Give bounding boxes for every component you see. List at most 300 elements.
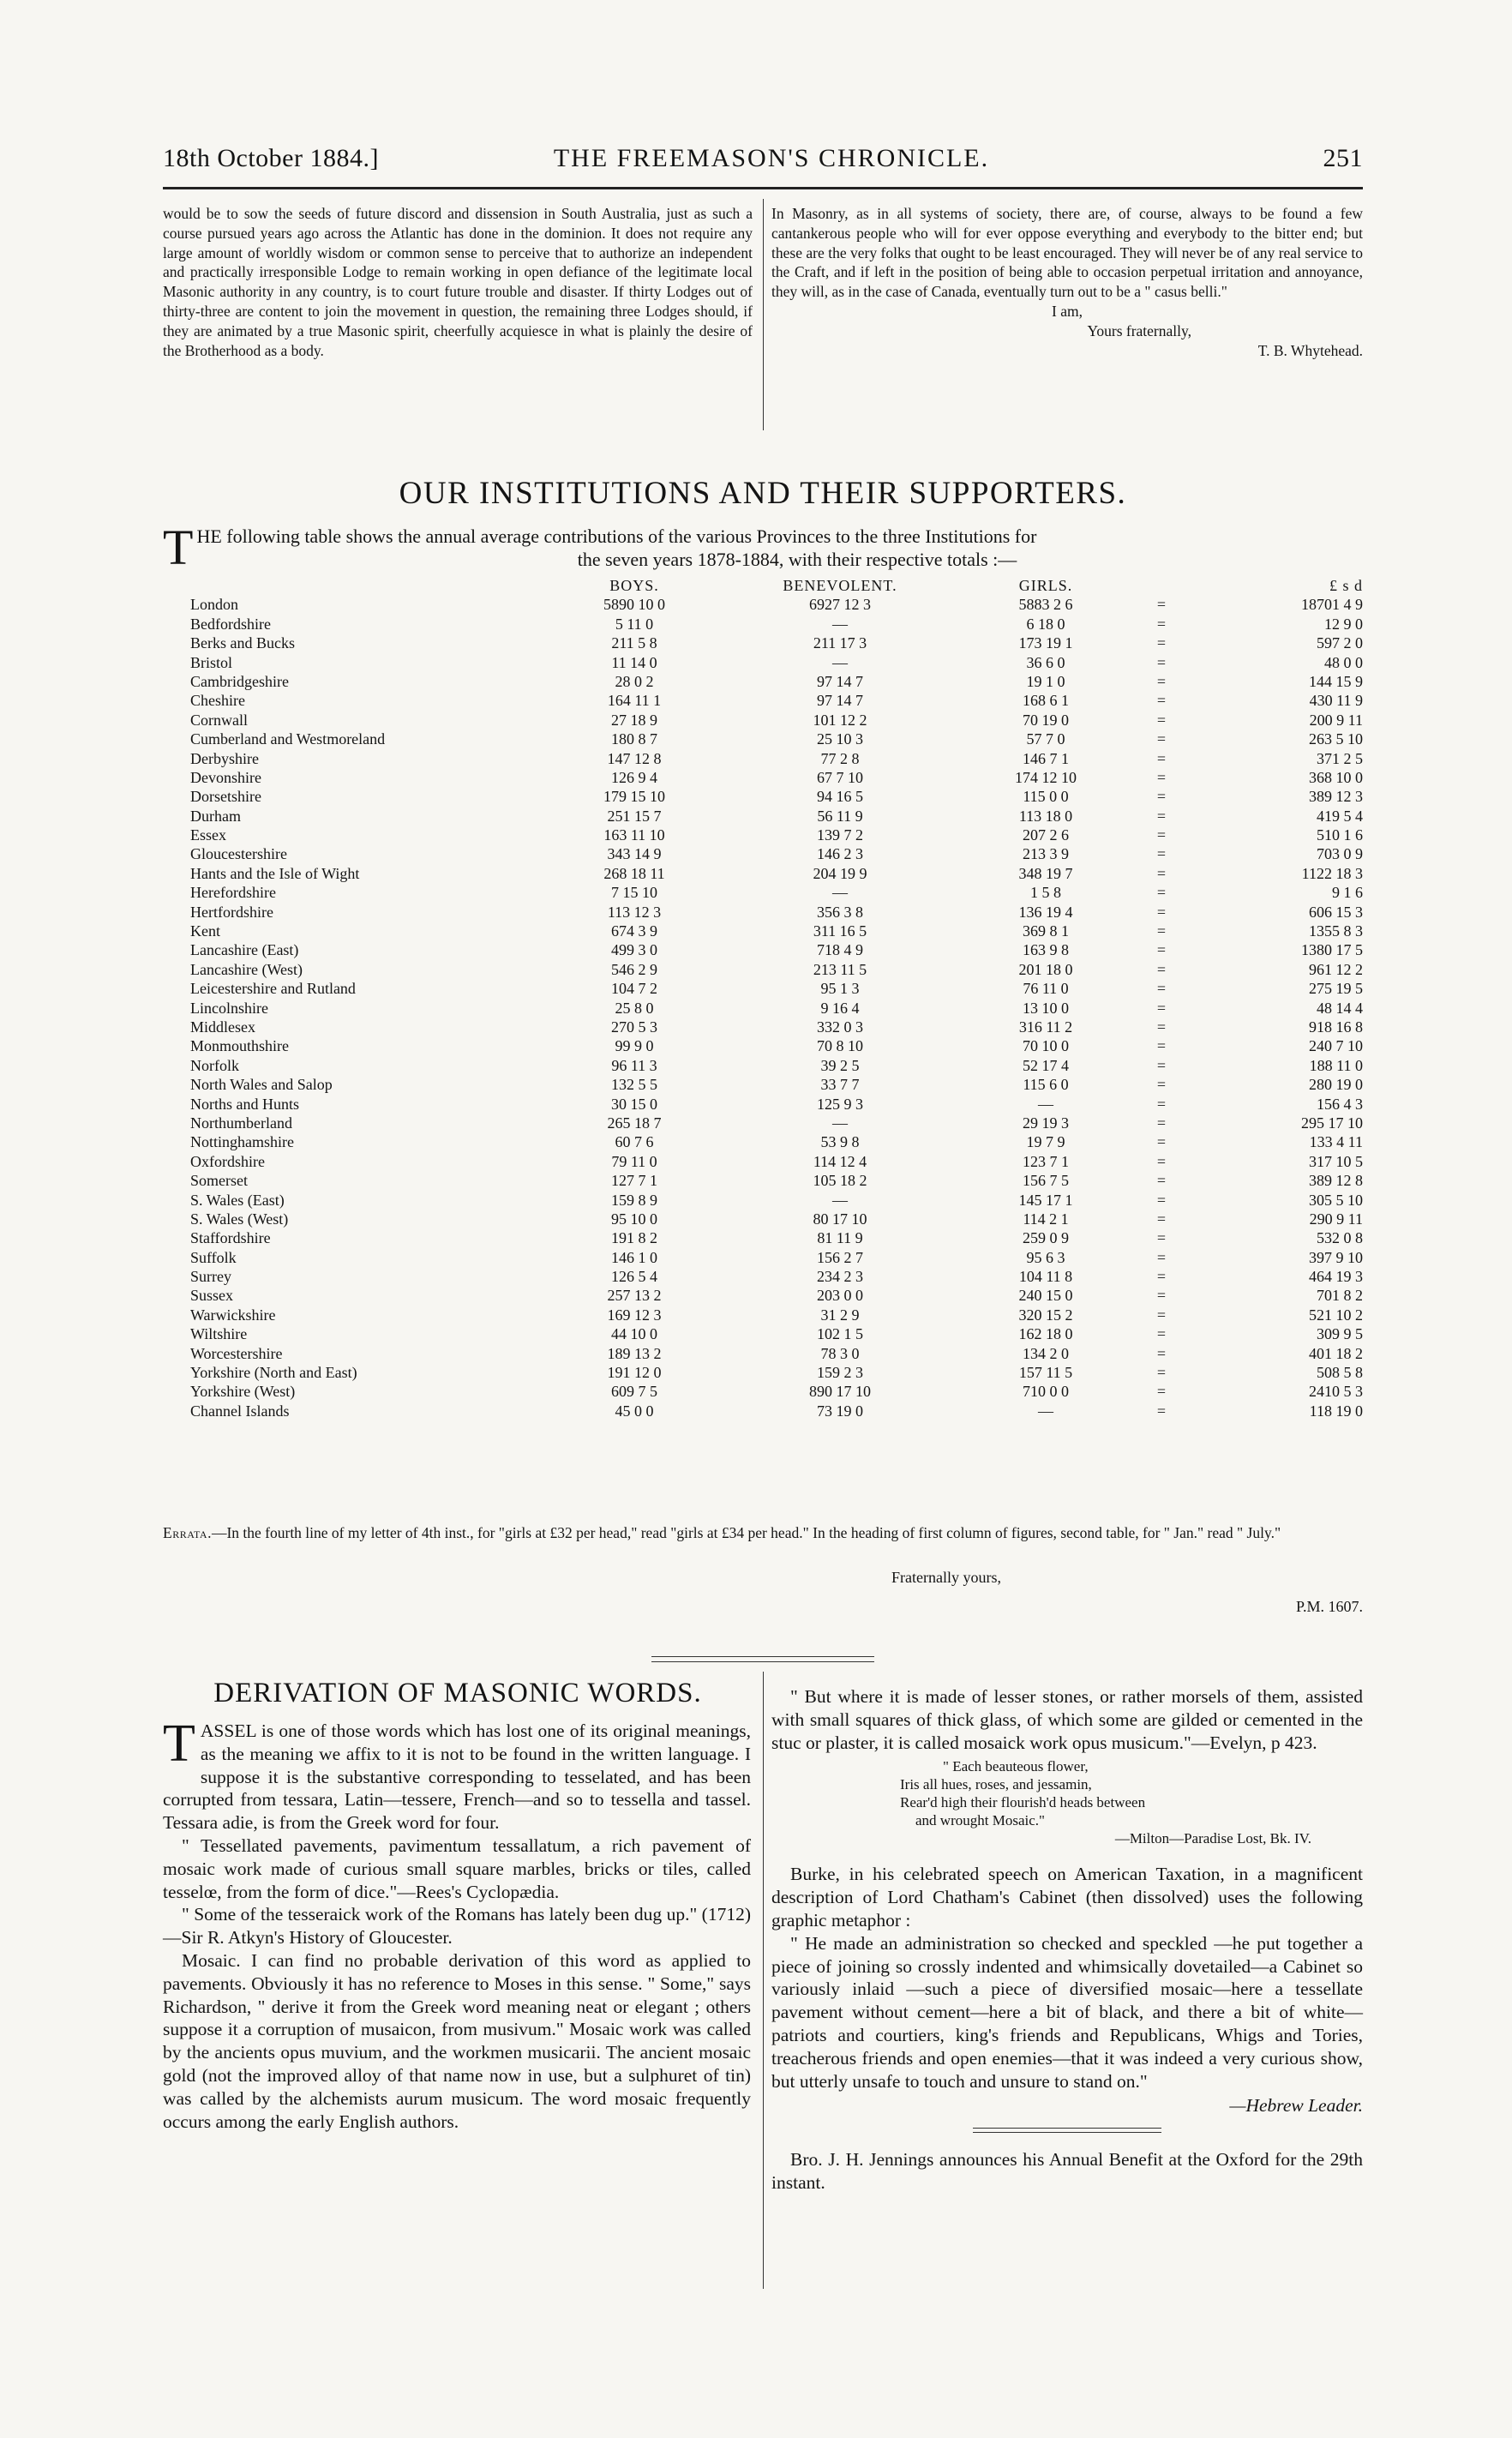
girls-amount: —	[1038, 1402, 1053, 1420]
girls-amount: 29 19 3	[1023, 1114, 1069, 1132]
girls-amount: —	[1038, 1095, 1053, 1113]
province-name: Sussex	[190, 1287, 234, 1305]
derivation-paragraph: " Some of the tesseraick work of the Romans has lately been dug up." (1712)—Sir R. Atkyn's History of Gloucester.	[163, 1904, 751, 1949]
total-amount: 430 11 9	[1309, 692, 1363, 710]
benevolent-amount: 203 0 0	[817, 1287, 863, 1305]
girls-amount: 156 7 5	[1023, 1172, 1069, 1190]
total-amount: 317 10 5	[1309, 1152, 1363, 1170]
total-amount: 48 14 4	[1317, 999, 1363, 1017]
girls-amount: 320 15 2	[1018, 1306, 1073, 1324]
total-amount: 389 12 3	[1309, 788, 1363, 806]
table-row	[163, 1210, 1363, 1228]
girls-amount: 113 18 0	[1018, 807, 1073, 825]
column-divider	[763, 199, 764, 430]
total-amount: 368 10 0	[1309, 768, 1363, 786]
girls-amount: 57 7 0	[1026, 730, 1065, 748]
equals-sign: =	[1156, 1076, 1167, 1094]
boys-amount: 11 14 0	[611, 653, 657, 671]
girls-amount: 145 17 1	[1018, 1191, 1073, 1209]
boys-amount: 609 7 5	[611, 1383, 657, 1401]
benevolent-amount: 67 7 10	[817, 768, 863, 786]
boys-amount: 27 18 9	[611, 711, 657, 729]
total-amount: 156 4 3	[1317, 1095, 1363, 1113]
province-name: Leicestershire and Rutland	[190, 980, 356, 998]
girls-amount: 348 19 7	[1018, 864, 1073, 882]
table-row	[163, 1228, 1363, 1247]
table-row	[163, 1402, 1363, 1420]
derivation-paragraph: Burke, in his celebrated speech on American Taxation, in a magnificent description of Lord Chatham's Cabinet (then dissolved) uses the following graphic metaphor :	[771, 1864, 1363, 1931]
girls-amount: 259 0 9	[1023, 1229, 1069, 1247]
benevolent-amount: 39 2 5	[820, 1056, 860, 1074]
table-row	[163, 1114, 1363, 1132]
derivation-paragraph: TASSEL is one of those words which has lost one of its original meanings, as the meaning we affix to it is not to be found in the written language. I suppose it is the substantive corresponding to tesselated, and has been corrupted from tessara, Latin—tessere, French—and so to tessella and tassel. Tessara adie, is from the Greek word for four.	[163, 1714, 751, 1834]
equals-sign: =	[1156, 941, 1167, 959]
poem-line: Iris all hues, roses, and jessamin,	[900, 1776, 1092, 1793]
girls-amount: 162 18 0	[1018, 1325, 1073, 1343]
girls-amount: 95 6 3	[1026, 1248, 1065, 1266]
province-name: Nottinghamshire	[190, 1133, 294, 1151]
province-name: Durham	[190, 807, 241, 825]
total-amount: 309 9 5	[1317, 1325, 1363, 1343]
girls-amount: 213 3 9	[1023, 845, 1069, 863]
table-row	[163, 1286, 1363, 1305]
table-row	[163, 749, 1363, 768]
girls-amount: 201 18 0	[1018, 960, 1073, 978]
total-amount: 2410 5 3	[1309, 1383, 1363, 1401]
equals-sign: =	[1156, 615, 1167, 633]
benevolent-amount: 234 2 3	[817, 1268, 863, 1286]
page-header	[163, 144, 1363, 182]
total-amount: 295 17 10	[1301, 1114, 1363, 1132]
equals-sign: =	[1156, 1268, 1167, 1286]
total-amount: 510 1 6	[1317, 826, 1363, 844]
province-name: Worcestershire	[190, 1344, 283, 1362]
table-row	[163, 883, 1363, 902]
benevolent-amount: 97 14 7	[817, 692, 863, 710]
total-amount: 1122 18 3	[1301, 864, 1363, 882]
equals-sign: =	[1156, 634, 1167, 652]
girls-amount: 173 19 1	[1018, 634, 1073, 652]
derivation-paragraph: " Tessellated pavements, pavimentum tessallatum, a rich pavement of mosaic work made of curious small square marbles, bricks or tiles, called tesselœ, from the form of dice."—Rees's Cyclopædia.	[163, 1835, 751, 1902]
table-row	[163, 979, 1363, 998]
table-row	[163, 1152, 1363, 1171]
province-name: Lancashire (West)	[190, 960, 303, 978]
section-rule	[651, 1661, 874, 1662]
province-name: Cornwall	[190, 711, 248, 729]
girls-amount: 115 6 0	[1023, 1076, 1069, 1094]
equals-sign: =	[1156, 1287, 1167, 1305]
table-row	[163, 960, 1363, 979]
errata-note	[163, 1523, 1363, 1542]
benevolent-amount: 25 10 3	[817, 730, 863, 748]
province-name: Middlesex	[190, 1018, 255, 1036]
header-title: THE FREEMASON'S CHRONICLE.	[553, 144, 990, 172]
total-amount: 263 5 10	[1309, 730, 1363, 748]
boys-amount: 126 5 4	[611, 1268, 657, 1286]
table-row	[163, 1306, 1363, 1324]
derivation-paragraph: Mosaic. I can find no probable derivation of this word as applied to pavements. Obviously it has no reference to Moses in this sense. " Some," says Richardson, " derive it from the Greek word meaning neat or elegant ; others suppose it a corruption of musaicon, from musivum." Mosaic work was called by the ancients opus muvium, and the workmen musicarii. The ancient mosaic gold (not the improved alloy of that name now in use, but a sulphuret of tin) was called by the alchemists aurum musicum. The word mosaic frequently occurs among the early English authors.	[163, 1949, 751, 2132]
boys-amount: 163 11 10	[603, 826, 665, 844]
equals-sign: =	[1156, 653, 1167, 671]
equals-sign: =	[1156, 884, 1167, 902]
table-row	[163, 1248, 1363, 1267]
girls-amount: 207 2 6	[1023, 826, 1069, 844]
equals-sign: =	[1156, 672, 1167, 690]
total-amount: 118 19 0	[1309, 1402, 1363, 1420]
benevolent-amount: 102 1 5	[817, 1325, 863, 1343]
province-name: S. Wales (West)	[190, 1210, 289, 1228]
contributions-table	[163, 576, 1363, 1420]
poem-line: Rear'd high their flourish'd heads between	[900, 1794, 1146, 1811]
table-row	[163, 1363, 1363, 1382]
equals-sign: =	[1156, 1383, 1167, 1401]
col-header-boys: BOYS.	[609, 577, 659, 594]
table-row	[163, 672, 1363, 691]
benevolent-amount: —	[832, 615, 848, 633]
benevolent-amount: 101 12 2	[813, 711, 867, 729]
table-row	[163, 1095, 1363, 1114]
girls-amount: 13 10 0	[1023, 999, 1069, 1017]
girls-amount: 52 17 4	[1023, 1056, 1069, 1074]
benevolent-amount: 77 2 8	[820, 749, 860, 767]
benevolent-amount: —	[832, 1114, 848, 1132]
benevolent-amount: 139 7 2	[817, 826, 863, 844]
table-row	[163, 1075, 1363, 1094]
section-rule	[973, 2132, 1161, 2133]
boys-amount: 127 7 1	[611, 1172, 657, 1190]
province-name: Northumberland	[190, 1114, 292, 1132]
total-amount: 280 19 0	[1309, 1076, 1363, 1094]
table-row	[163, 711, 1363, 730]
column-divider	[763, 1672, 764, 2289]
total-amount: 240 7 10	[1309, 1037, 1363, 1055]
boys-amount: 132 5 5	[611, 1076, 657, 1094]
boys-amount: 5890 10 0	[603, 596, 665, 614]
boys-amount: 45 0 0	[615, 1402, 654, 1420]
province-name: Bedfordshire	[190, 615, 271, 633]
total-amount: 508 5 8	[1317, 1364, 1363, 1382]
girls-amount: 146 7 1	[1023, 749, 1069, 767]
benevolent-amount: 105 18 2	[813, 1172, 867, 1190]
boys-amount: 191 8 2	[611, 1229, 657, 1247]
boys-amount: 5 11 0	[615, 615, 654, 633]
equals-sign: =	[1156, 903, 1167, 921]
boys-amount: 30 15 0	[611, 1095, 657, 1113]
total-amount: 918 16 8	[1309, 1018, 1363, 1036]
equals-sign: =	[1156, 788, 1167, 806]
total-amount: 144 15 9	[1309, 672, 1363, 690]
table-row	[163, 844, 1363, 863]
section-rule	[973, 2128, 1161, 2129]
benevolent-amount: 356 3 8	[817, 903, 863, 921]
total-amount: 401 18 2	[1309, 1344, 1363, 1362]
boys-amount: 499 3 0	[611, 941, 657, 959]
benevolent-amount: 80 17 10	[813, 1210, 867, 1228]
girls-amount: 70 10 0	[1023, 1037, 1069, 1055]
total-amount: 961 12 2	[1309, 960, 1363, 978]
drop-cap: T	[163, 519, 194, 575]
equals-sign: =	[1156, 1344, 1167, 1362]
derivation-right-column	[771, 1685, 1363, 2195]
table-row	[163, 730, 1363, 748]
boys-amount: 146 1 0	[611, 1248, 657, 1266]
boys-amount: 343 14 9	[607, 845, 662, 863]
benevolent-amount: 146 2 3	[817, 845, 863, 863]
girls-amount: 1 5 8	[1030, 884, 1061, 902]
total-amount: 1355 8 3	[1309, 922, 1363, 940]
province-name: Lancashire (East)	[190, 941, 299, 959]
table-row	[163, 787, 1363, 806]
equals-sign: =	[1156, 922, 1167, 940]
equals-sign: =	[1156, 1037, 1167, 1055]
total-amount: 419 5 4	[1317, 807, 1363, 825]
equals-sign: =	[1156, 1152, 1167, 1170]
table-row	[163, 826, 1363, 844]
equals-sign: =	[1156, 845, 1167, 863]
equals-sign: =	[1156, 768, 1167, 786]
poem-line: " Each beauteous flower,	[943, 1758, 1089, 1775]
boys-amount: 60 7 6	[615, 1133, 654, 1151]
province-name: Yorkshire (West)	[190, 1383, 296, 1401]
errata-text: —In the fourth line of my letter of 4th inst., for "girls at £32 per head," read "girls at £34 per head." In the heading of first column of figures, second table, for " Jan." read " July."	[211, 1524, 1281, 1541]
header-date: 18th October 1884.]	[163, 144, 379, 172]
boys-amount: 169 12 3	[607, 1306, 662, 1324]
boys-amount: 159 8 9	[611, 1191, 657, 1209]
benevolent-amount: 56 11 9	[817, 807, 863, 825]
equals-sign: =	[1156, 999, 1167, 1017]
intro-line-2: the seven years 1878-1884, with their respective totals :—	[577, 549, 1017, 570]
benevolent-amount: 6927 12 3	[809, 596, 871, 614]
girls-amount: 163 9 8	[1023, 941, 1069, 959]
errata-signature: P.M. 1607.	[1295, 1598, 1363, 1615]
total-amount: 200 9 11	[1309, 711, 1363, 729]
top-article-right-column	[771, 204, 1363, 360]
province-name: Staffordshire	[190, 1229, 271, 1247]
benevolent-amount: 332 0 3	[817, 1018, 863, 1036]
total-amount: 389 12 8	[1309, 1172, 1363, 1190]
letter-signature: T. B. Whytehead.	[1257, 341, 1363, 359]
table-row	[163, 691, 1363, 710]
girls-amount: 168 6 1	[1023, 692, 1069, 710]
girls-amount: 19 1 0	[1026, 672, 1065, 690]
table-row	[163, 1267, 1363, 1286]
boys-amount: 674 3 9	[611, 922, 657, 940]
province-name: Hants and the Isle of Wight	[190, 864, 360, 882]
province-name: Warwickshire	[190, 1306, 276, 1324]
total-amount: 48 0 0	[1324, 653, 1363, 671]
boys-amount: 179 15 10	[603, 788, 665, 806]
province-name: Herefordshire	[190, 884, 276, 902]
benevolent-amount: 159 2 3	[817, 1364, 863, 1382]
benevolent-amount: 311 16 5	[813, 922, 867, 940]
equals-sign: =	[1156, 980, 1167, 998]
girls-amount: 70 19 0	[1023, 711, 1069, 729]
derivation-paragraph: " He made an administration so checked and speckled —he put together a piece of joining so crossly indented and whimsically dovetailed—a Cabinet so variously inlaid —such a piece of diversified mosaic—here a tessellate pavement without cement—here a bit of black, and there a bit of white—patriots and courtiers, king's friends and Republicans, Whigs and Tories, treacherous friends and open enemies—that it was indeed a very curious show, but utterly unsafe to touch and unsure to stand on."	[771, 1932, 1363, 2092]
benevolent-amount: 73 19 0	[817, 1402, 863, 1420]
equals-sign: =	[1156, 1191, 1167, 1209]
equals-sign: =	[1156, 1364, 1167, 1382]
equals-sign: =	[1156, 864, 1167, 882]
province-name: Cheshire	[190, 692, 245, 710]
province-name: Suffolk	[190, 1248, 237, 1266]
total-amount: 275 19 5	[1309, 980, 1363, 998]
equals-sign: =	[1156, 1114, 1167, 1132]
boys-amount: 251 15 7	[607, 807, 662, 825]
boys-amount: 191 12 0	[607, 1364, 662, 1382]
girls-amount: 104 11 8	[1018, 1268, 1073, 1286]
total-amount: 305 5 10	[1309, 1191, 1363, 1209]
benevolent-amount: —	[832, 653, 848, 671]
total-amount: 532 0 8	[1317, 1229, 1363, 1247]
benevolent-amount: 81 11 9	[817, 1229, 863, 1247]
boys-amount: 113 12 3	[607, 903, 662, 921]
girls-amount: 369 8 1	[1023, 922, 1069, 940]
boys-amount: 126 9 4	[611, 768, 657, 786]
total-amount: 188 11 0	[1309, 1056, 1363, 1074]
province-name: Oxfordshire	[190, 1152, 265, 1170]
girls-amount: 134 2 0	[1023, 1344, 1069, 1362]
boys-amount: 44 10 0	[611, 1325, 657, 1343]
boys-amount: 268 18 11	[603, 864, 665, 882]
province-name: Norfolk	[190, 1056, 239, 1074]
province-name: North Wales and Salop	[190, 1076, 333, 1094]
girls-amount: 710 0 0	[1023, 1383, 1069, 1401]
province-name: Kent	[190, 922, 220, 940]
table-row	[163, 768, 1363, 787]
benevolent-amount: 95 1 3	[820, 980, 860, 998]
boys-amount: 270 5 3	[611, 1018, 657, 1036]
benevolent-amount: 213 11 5	[813, 960, 867, 978]
page-number: 251	[1323, 144, 1363, 172]
benevolent-amount: 9 16 4	[820, 999, 860, 1017]
top-article-left-column: would be to sow the seeds of future discord and dissension in South Australia, just as such a course pursued years ago across the Atlantic has done in the dominion. It does not require any large amount of worldly wisdom or common sense to perceive that to authorize an independent and practically irresponsible Lodge to remain working in open defiance of the legitimate local Masonic authority in any country, is to court future trouble and disaster. If thirty Lodges out of thirty-three are content to join the movement in question, the remaining three Lodges should, if they are animated by a true Masonic spirit, cheerfully acquiesce in what is plainly the desire of the Brotherhood as a body.	[163, 205, 753, 359]
province-name: Surrey	[190, 1268, 231, 1286]
table-row	[163, 595, 1363, 614]
benevolent-amount: 718 4 9	[817, 941, 863, 959]
benevolent-amount: 70 8 10	[817, 1037, 863, 1055]
total-amount: 290 9 11	[1309, 1210, 1363, 1228]
total-amount: 371 2 5	[1317, 749, 1363, 767]
table-row	[163, 653, 1363, 672]
girls-amount: 5883 2 6	[1018, 596, 1073, 614]
letter-closing-i-am: I am,	[1052, 302, 1083, 320]
equals-sign: =	[1156, 1018, 1167, 1036]
benevolent-amount: 53 9 8	[820, 1133, 860, 1151]
table-row	[163, 1191, 1363, 1210]
total-amount: 703 0 9	[1317, 845, 1363, 863]
top-article-right-text: In Masonry, as in all systems of society, there are, of course, always to be found a few cantankerous people who will for ever oppose everything and everybody to the bitter end; but these are the very folks that ought to be least encouraged. They will never be of any real service to the Craft, and if left in the position of being able to occasion perpetual irritation and annoyance, they will, as in the case of Canada, eventually turn out to be a " casus belli."	[771, 205, 1363, 301]
girls-amount: 240 15 0	[1018, 1287, 1073, 1305]
equals-sign: =	[1156, 1402, 1167, 1420]
province-name: Derbyshire	[190, 749, 259, 767]
boys-amount: 99 9 0	[615, 1037, 654, 1055]
province-name: Channel Islands	[190, 1402, 290, 1420]
poem-quote	[771, 1757, 1363, 1847]
table-row	[163, 922, 1363, 940]
total-amount: 597 2 0	[1317, 634, 1363, 652]
header-rule	[163, 187, 1363, 189]
total-amount: 521 10 2	[1309, 1306, 1363, 1324]
equals-sign: =	[1156, 1210, 1167, 1228]
province-name: Somerset	[190, 1172, 248, 1190]
boys-amount: 96 11 3	[611, 1056, 657, 1074]
benevolent-amount: 78 3 0	[820, 1344, 860, 1362]
province-name: Essex	[190, 826, 226, 844]
equals-sign: =	[1156, 596, 1167, 614]
province-name: Monmouthshire	[190, 1037, 289, 1055]
girls-amount: 123 7 1	[1023, 1152, 1069, 1170]
table-row	[163, 807, 1363, 826]
table-row	[163, 634, 1363, 652]
benevolent-amount: 125 9 3	[817, 1095, 863, 1113]
equals-sign: =	[1156, 1248, 1167, 1266]
boys-amount: 95 10 0	[611, 1210, 657, 1228]
province-name: Yorkshire (North and East)	[190, 1364, 357, 1382]
girls-amount: 114 2 1	[1023, 1210, 1069, 1228]
letter-closing-yours: Yours fraternally,	[1087, 321, 1191, 339]
boys-amount: 265 18 7	[607, 1114, 662, 1132]
poem-source: —Milton—Paradise Lost, Bk. IV.	[1114, 1830, 1311, 1847]
table-row	[163, 903, 1363, 922]
boys-amount: 211 5 8	[611, 634, 657, 652]
table-row	[163, 1344, 1363, 1363]
equals-sign: =	[1156, 730, 1167, 748]
boys-amount: 546 2 9	[611, 960, 657, 978]
table-header-row	[163, 576, 1363, 595]
total-amount: 18701 4 9	[1301, 596, 1363, 614]
boys-amount: 7 15 10	[611, 884, 657, 902]
derivation-paragraph: " But where it is made of lesser stones, or rather morsels of them, assisted with small squares of thick glass, of which some are gilded or cemented in the stuc or plaster, it is called mosaick work opus musicum."—Evelyn, p 423.	[771, 1686, 1363, 1753]
province-name: Cumberland and Westmoreland	[190, 730, 386, 748]
benevolent-amount: 97 14 7	[817, 672, 863, 690]
province-name: Wiltshire	[190, 1325, 248, 1343]
girls-amount: 76 11 0	[1023, 980, 1069, 998]
boys-amount: 189 13 2	[607, 1344, 662, 1362]
boys-amount: 25 8 0	[615, 999, 654, 1017]
col-header-girls: GIRLS.	[1018, 577, 1073, 594]
boys-amount: 104 7 2	[611, 980, 657, 998]
boys-amount: 164 11 1	[607, 692, 662, 710]
benevolent-amount: 211 17 3	[813, 634, 867, 652]
institutions-heading: OUR INSTITUTIONS AND THEIR SUPPORTERS.	[399, 476, 1127, 511]
girls-amount: 136 19 4	[1018, 903, 1073, 921]
total-amount: 606 15 3	[1309, 903, 1363, 921]
announcement-paragraph: Bro. J. H. Jennings announces his Annual Benefit at the Oxford for the 29th instant.	[771, 2149, 1363, 2193]
benevolent-amount: 204 19 9	[813, 864, 867, 882]
benevolent-amount: 31 2 9	[820, 1306, 860, 1324]
total-amount: 397 9 10	[1309, 1248, 1363, 1266]
equals-sign: =	[1156, 960, 1167, 978]
province-name: Cambridgeshire	[190, 672, 289, 690]
equals-sign: =	[1156, 1325, 1167, 1343]
equals-sign: =	[1156, 1306, 1167, 1324]
errata-closing: Fraternally yours,	[891, 1569, 1001, 1586]
boys-amount: 79 11 0	[611, 1152, 657, 1170]
table-row	[163, 615, 1363, 634]
total-amount: 1380 17 5	[1301, 941, 1363, 959]
girls-amount: 19 7 9	[1026, 1133, 1065, 1151]
province-name: Hertfordshire	[190, 903, 273, 921]
benevolent-amount: —	[832, 884, 848, 902]
girls-amount: 36 6 0	[1026, 653, 1065, 671]
province-name: Dorsetshire	[190, 788, 261, 806]
boys-amount: 257 13 2	[607, 1287, 662, 1305]
total-amount: 133 4 11	[1309, 1133, 1363, 1151]
benevolent-amount: 33 7 7	[820, 1076, 860, 1094]
equals-sign: =	[1156, 1229, 1167, 1247]
girls-amount: 115 0 0	[1023, 788, 1069, 806]
benevolent-amount: 114 12 4	[813, 1152, 867, 1170]
